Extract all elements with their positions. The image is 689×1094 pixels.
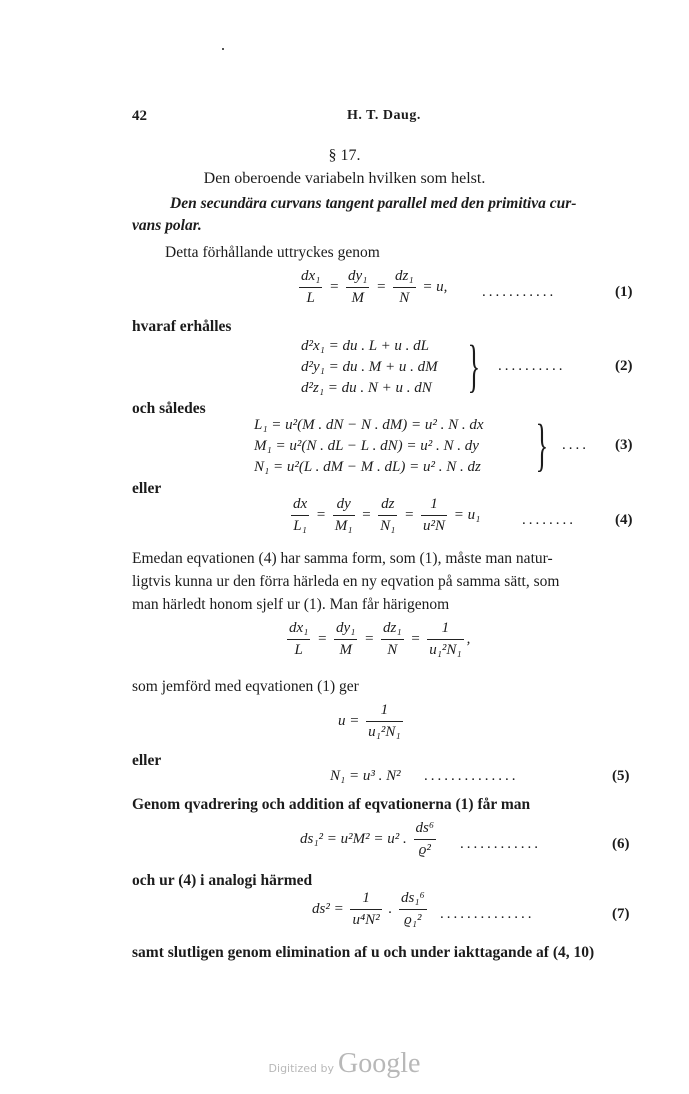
eq2-line-2: d²y₁ = du . M + u . dM [301,359,438,375]
eq1-den-2: M [351,290,364,306]
equation-3 [254,415,484,478]
eq6-den: u₁²N₁ [368,724,401,740]
eq5-num-2: dy₁ [334,620,357,640]
equation-1: $\frac{\text{dx₁}}{L}$ = $\frac{\text{dy₁}}{M}$ = $\frac{\text{dz₁}}{N}$ = u, [301,268,448,306]
paragraph-thus: och således [132,400,206,417]
eq1-dots: ........... [482,284,557,300]
eq7-lhs: ds² = [312,900,344,917]
eq4-den-4: u²N [423,518,446,534]
eq4-tag: (4) [615,512,633,528]
eq6-lhs: u = [338,712,360,729]
eq1-den-1: L [306,290,315,306]
eq6-dots: ............ [460,836,541,852]
paragraph-since-1: Emedan eqvationen (4) har samma form, som (1), måste man natur- [132,550,553,567]
eq1-num-1: dx₁ [299,268,322,288]
section-title: Den oberoende variabeln hvilken som helst. [203,170,486,187]
google-watermark [0,1048,689,1080]
eq6b-den: ϱ² [418,842,431,858]
eq3-dots: .... [562,437,589,453]
watermark-brand: Google [338,1048,421,1079]
eq5-den-2: M [339,642,352,658]
running-head: H. T. Daug. [347,108,421,123]
eq4-den-1: L₁ [293,518,307,534]
paragraph-since-2: ligtvis kunna ur den förra härleda en ny eqvation på samma sätt, som [132,573,560,590]
paragraph-or-2: eller [132,752,162,769]
paragraph-squaring: Genom qvadrering och addition af eqvationerna (1) får man [132,796,531,813]
eq7-dots: .............. [440,906,535,922]
eq2-tag: (2) [615,358,633,374]
eq3-line-3: N₁ = u²(L . dM − M . dL) = u² . N . dz [254,459,481,475]
eq3-brace: } [535,412,549,477]
paragraph-finally: samt slutligen genom elimination af u och under iakttagande af (4, 10) [132,944,595,961]
equation-5: N₁ = u³ . N² [330,768,401,784]
eq4-rhs: = u₁ [453,506,481,523]
eq1-num-3: dz₁ [393,268,416,288]
equation-6 [300,820,439,859]
eq2-dots: .......... [498,358,566,374]
eq4-num-1: dx [291,496,309,516]
paragraph-since-3: man härledt honom sjelf ur (1). Man får härigenom [132,596,450,613]
eq7-tag: (7) [612,906,630,922]
page-number: 42 [132,108,147,124]
equation-derived: $\frac{\text{dx₁}}{L}$ = $\frac{\text{dy₁}}{M}$ = $\frac{\text{dz₁}}{N}$ = $\frac{1}{\text{u₁²N₁}}$ , [289,620,471,658]
equation-7: ds² = $\frac{1}{\text{u⁴N²}}$ . $\frac{\text{ds₁⁶}}{\text{ϱ₁²}}$ [312,890,425,928]
equation-2 [301,336,438,399]
eq5-dots: .............. [424,768,519,784]
eq7-den-1: u⁴N² [352,912,380,928]
eq7-den-2: ϱ₁² [404,912,422,928]
paragraph-whereof: hvaraf erhålles [132,318,232,335]
equation-u [338,702,406,741]
eq2-brace: } [467,333,481,398]
eq4-den-3: N₁ [380,518,396,534]
equation-4: $\frac{dx}{\text{L₁}}$ = $\frac{dy}{\text{M₁}}$ = $\frac{dz}{\text{N₁}}$ = $\frac{1}{\text{u²N}}$ = u₁ [293,496,481,534]
eq6b-num: ds⁶ [414,820,437,840]
eq4-den-2: M₁ [334,518,353,534]
paragraph-expressed: Detta förhållande uttryckes genom [165,244,380,261]
eq6-num: 1 [366,702,402,722]
eq1-rhs: = u, [422,278,448,295]
eq3-line-1: L₁ = u²(M . dN − N . dM) = u² . N . dx [254,417,484,433]
paragraph-compared: som jemförd med eqvationen (1) ger [132,678,359,695]
eq4-num-2: dy [333,496,355,516]
eq6b-lhs: ds₁² = u²M² = u² . [300,830,407,847]
eq2-line-3: d²z₁ = du . N + u . dN [301,380,432,396]
paragraph-or-1: eller [132,480,162,497]
eq5-tag: (5) [612,768,630,784]
eq4-num-4: 1 [421,496,447,516]
intro-line-2: vans polar. [132,217,202,234]
eq5-rhs: , [466,630,471,647]
eq1-num-2: dy₁ [346,268,369,288]
eq5-den-1: L [294,642,303,658]
eq3-line-2: M₁ = u²(N . dL − L . dN) = u² . N . dy [254,438,479,454]
scan-speck [222,48,224,50]
paragraph-analogy: och ur (4) i analogi härmed [132,872,313,889]
eq7-num-2: ds₁⁶ [399,890,427,910]
eq5-num-3: dz₁ [381,620,404,640]
eq3-tag: (3) [615,437,633,453]
intro-line-1: Den secundära curvans tangent parallel med den primitiva cur- [170,195,577,212]
section-number: § 17. [328,147,361,164]
eq1-tag: (1) [615,284,633,300]
eq5-num-1: dx₁ [287,620,310,640]
eq5-num-4: 1 [427,620,463,640]
eq2-line-1: d²x₁ = du . L + u . dL [301,338,430,354]
eq6-tag: (6) [612,836,630,852]
eq4-dots: ........ [522,512,576,528]
eq4-num-3: dz [378,496,397,516]
eq7-num-1: 1 [350,890,381,910]
eq5-den-3: N [387,642,398,658]
eq1-den-3: N [399,290,410,306]
watermark-prefix: Digitized by [268,1062,334,1075]
eq5-den-4: u₁²N₁ [429,642,462,658]
